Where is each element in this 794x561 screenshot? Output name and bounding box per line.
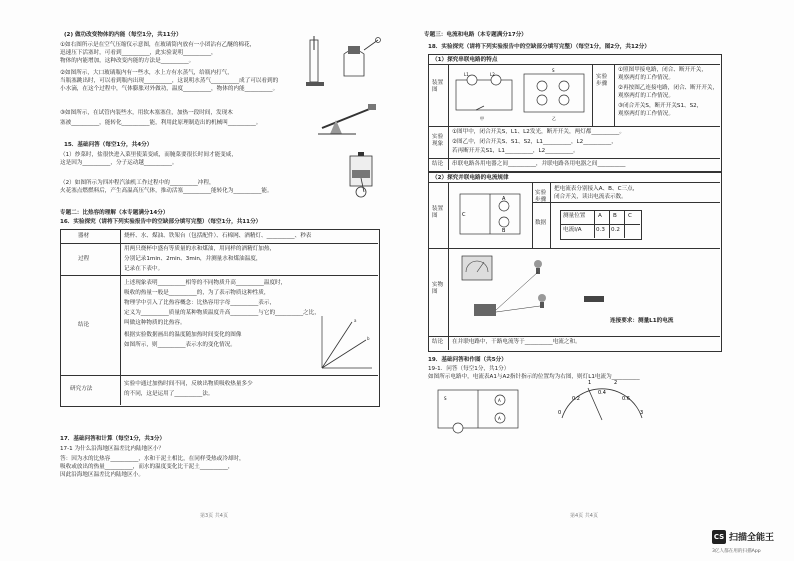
phenomenon-text: ②图乙中，闭合开关S、S1、S2，L1__________，L2__________， (452, 139, 617, 145)
step-text: 观察两灯的工作情况。 (618, 93, 674, 99)
ammeter-circuit-diagram (434, 384, 526, 434)
left-page (56, 0, 386, 561)
table-header: C (628, 213, 632, 219)
fig-label-jia: 甲 (480, 116, 484, 121)
svg-text:L1: L1 (464, 72, 469, 77)
q17-line: 17-1 为什么沿海地区温差比内陆地区小？ (60, 446, 164, 452)
q19-line: 如图所示电路中，电流表A1与A2指针指示的位置均为右图，则灯L1电流为__________ (428, 374, 640, 380)
step-text: 把电流表分别接入A、B、C三点， (554, 186, 639, 192)
app-name: 扫描全能王 (729, 533, 775, 543)
dial-tick-label: 1 (588, 380, 592, 386)
row-text: 分别记录1min、2min、3min，并测量水和煤油温度， (124, 256, 262, 262)
row-label: 结论 (78, 322, 90, 328)
right-page (424, 0, 724, 561)
q14-line: 迅速压下活塞时，可看到__________，此实验说明__________， (60, 50, 217, 56)
q15-line: 这是因为__________，分子运动越__________。 (60, 160, 178, 166)
steps-label: 实验步骤 (535, 190, 547, 203)
table-header: 测量位置 (563, 213, 586, 219)
dial-tick-label: 0.2 (572, 396, 580, 402)
dial-tick-label: 0 (558, 410, 562, 416)
q15-title: 15．基础问答（每空1分，共4分） (64, 142, 153, 148)
q14-title: (2) 做功改变物体的内能（每空1分，共11分） (64, 32, 182, 38)
q15-line: （1）炒菜时，盐很快进入菜里使菜变咸，而腌菜要很长时间才能变咸， (60, 152, 237, 158)
scanner-watermark (712, 529, 794, 559)
svg-text:A: A (502, 196, 506, 202)
table-row-label: 电流I/A (563, 227, 582, 233)
conclusion-label: 结论 (432, 339, 444, 345)
table-cell: 0.2 (611, 227, 620, 233)
svg-text:A: A (498, 416, 501, 421)
device-label: 装置图 (432, 80, 444, 93)
app-logo-icon: CS (712, 530, 726, 544)
phenomenon-label: 实验现象 (432, 134, 444, 147)
dial-tick-label: 0.4 (598, 390, 606, 396)
q16-title: 16．实验探究（请将下列实验报告中的空缺部分填写完整）（每空1分，共11分） (60, 219, 262, 225)
q19-line: 19-1．问答（每空1分，共1分） (428, 366, 510, 372)
connect-note: 连接要求：测量L1的电流 (610, 318, 674, 324)
q15-line: （2）如图所示为四冲程汽油机工作过程中的__________冲程， (60, 180, 215, 186)
data-label: 数据 (535, 220, 547, 226)
row-text: 上述现象表明__________相等的不同物质升高__________温度时， (124, 280, 287, 286)
q14-line: 小水滴，在这个过程中，气体膨胀对外做功，温度__________，物体的内能__________。 (60, 86, 279, 92)
row-label: 过程 (78, 256, 90, 262)
svg-text:S: S (552, 68, 555, 73)
page-number-left: 第3页 共4页 (200, 513, 228, 519)
q17-line: 因此沿海地区温差比内陆地区小。 (60, 472, 144, 478)
row-text: 的不同，这是运用了__________法。 (124, 391, 214, 397)
q17-line: 吸收或放出的热量__________，而水的温度变化比干泥土__________， (60, 464, 234, 470)
step-text: ②再按图乙连接电路，闭合、断开开关， (618, 85, 719, 91)
step-text: 闭合开关，读出电流表示数。 (554, 194, 627, 200)
q14-line: 塞被__________，能转化__________能，利用此原理制造出的机械叫__________。 (60, 120, 262, 126)
section-3-title: 专题三：电流和电路（本专题满分17分） (424, 32, 527, 38)
q17-line: 答：因为水的比热容__________，水和干泥土相比，在同样受热或冷却时， (60, 456, 245, 462)
sub-title: （1）探究串联电路的特点 (432, 57, 498, 63)
row-text: 物理学中引入了比热容概念：比热容用字母__________表示， (124, 300, 276, 306)
air-compressor-figure (304, 36, 382, 90)
svg-text:C: C (462, 212, 466, 218)
row-text: 叫做这种物质的比热容。 (124, 320, 186, 326)
table-header: B (613, 213, 617, 219)
ammeter-dial (552, 378, 652, 424)
q14-line: ①如右图所示是在空气压缩仪示意图，在玻璃筒内放有一小团沾有乙醚的棉花， (60, 42, 256, 48)
row-text: 吸收的热量一般是__________的，为了表示物质这种性质， (124, 290, 270, 296)
q14-line: 物体的内能增加，这种改变内能的方法是__________。 (60, 58, 195, 64)
test-tube-heating-figure (316, 98, 382, 136)
q14-line: 当瓶塞跳出时，可以看到瓶内出现__________，这说明水蒸气__________成了可以看到的 (60, 78, 279, 84)
parallel-circuit-diagram (454, 186, 530, 244)
svg-text:a: a (354, 318, 357, 323)
step-text: ③闭合开关S，断开开关S1、S2， (618, 103, 703, 109)
table-cell: 0.3 (596, 227, 605, 233)
svg-text:S: S (444, 396, 447, 401)
conclusion-text: 在并联电路中，干路电流等于__________电流之和。 (452, 339, 581, 345)
row-text: 根据实验数据画出的温度随加热时间变化的图像 (124, 332, 242, 338)
engine-cylinder-figure (342, 150, 382, 198)
device-label: 装置图 (432, 206, 444, 219)
photo-label: 实物图 (432, 282, 444, 295)
svg-text:A: A (498, 398, 501, 403)
q18-title: 18．实验探究（请将下列实验报告中的空缺部分填写完整）（每空1分，图2分，共12分） (428, 44, 650, 50)
table-header: A (598, 213, 602, 219)
row-text: 实验中通过加热时间不同，反映出物质吸收热量多少 (124, 381, 253, 387)
q14-line: ③如图所示，在试管内装些水，用软木塞塞住，加热一段时间，发现木 (60, 110, 233, 116)
temperature-time-graph (314, 312, 374, 372)
app-slogan: 3亿人都在用的扫描App (712, 549, 761, 554)
q17-title: 17．基础问答和计算（每空1分，共3分） (60, 436, 166, 442)
row-text: 如图所示，则__________表示水的变化情况。 (124, 342, 236, 348)
page-number-right: 第4页 共4页 (570, 513, 598, 519)
series-circuit-diagrams (452, 66, 590, 124)
step-text: ①照图甲接电路，闭合、断开开关， (618, 67, 707, 73)
svg-text:B: B (502, 228, 506, 234)
svg-text:L2: L2 (490, 72, 495, 77)
conclusion-label: 结论 (432, 161, 444, 167)
q14-line: ②如图所示，大口玻璃瓶内有一些水，水上方有水蒸气，给瓶内打气， (60, 70, 233, 76)
phenomenon-text: ①图甲中，闭合开关S，L1、L2发光，断开开关，两灯都__________。 (452, 129, 625, 135)
phenomenon-text: 若再断开开关S1，L1__________，L2__________。 (452, 148, 579, 154)
dial-tick-label: 2 (614, 380, 618, 386)
row-label: 研究方法 (70, 386, 93, 392)
steps-label: 实验步骤 (596, 74, 608, 87)
step-text: 观察两灯的工作情况。 (618, 75, 674, 81)
sub-title: （2）探究并联电路的电流规律 (432, 175, 509, 181)
row-label: 器材 (78, 233, 90, 239)
q15-line: 火花塞点燃燃料后，产生高温高压气体，推动活塞__________能转化为__________能。 (60, 188, 273, 194)
fig-label-yi: 乙 (552, 116, 556, 121)
row-text: 定义为__________质量的某种物质温度升高__________与它的__________之比， (124, 310, 320, 316)
svg-text:b: b (367, 336, 370, 341)
dial-tick-label: 0.6 (622, 396, 630, 402)
row-text: 用两只烧杯中盛有等质量的水和煤油，用同样的酒精灯加热， (124, 246, 276, 252)
dial-tick-label: 3 (640, 410, 644, 416)
row-text: 记录在下表中。 (124, 266, 164, 272)
step-text: 观察两灯的工作情况。 (618, 111, 674, 117)
row-text: 烧杯、水、煤油、铁架台（包括配件）、石棉网、酒精灯、__________、秒表 (124, 233, 312, 239)
conclusion-text: 串联电路各用电器之间__________，并联电路各用电器之间__________ (452, 161, 626, 167)
q19-title: 19．基础问答和作图（共5分） (428, 357, 507, 363)
section-2-title: 专题二：比热容的理解（本专题满分14分） (60, 210, 169, 216)
